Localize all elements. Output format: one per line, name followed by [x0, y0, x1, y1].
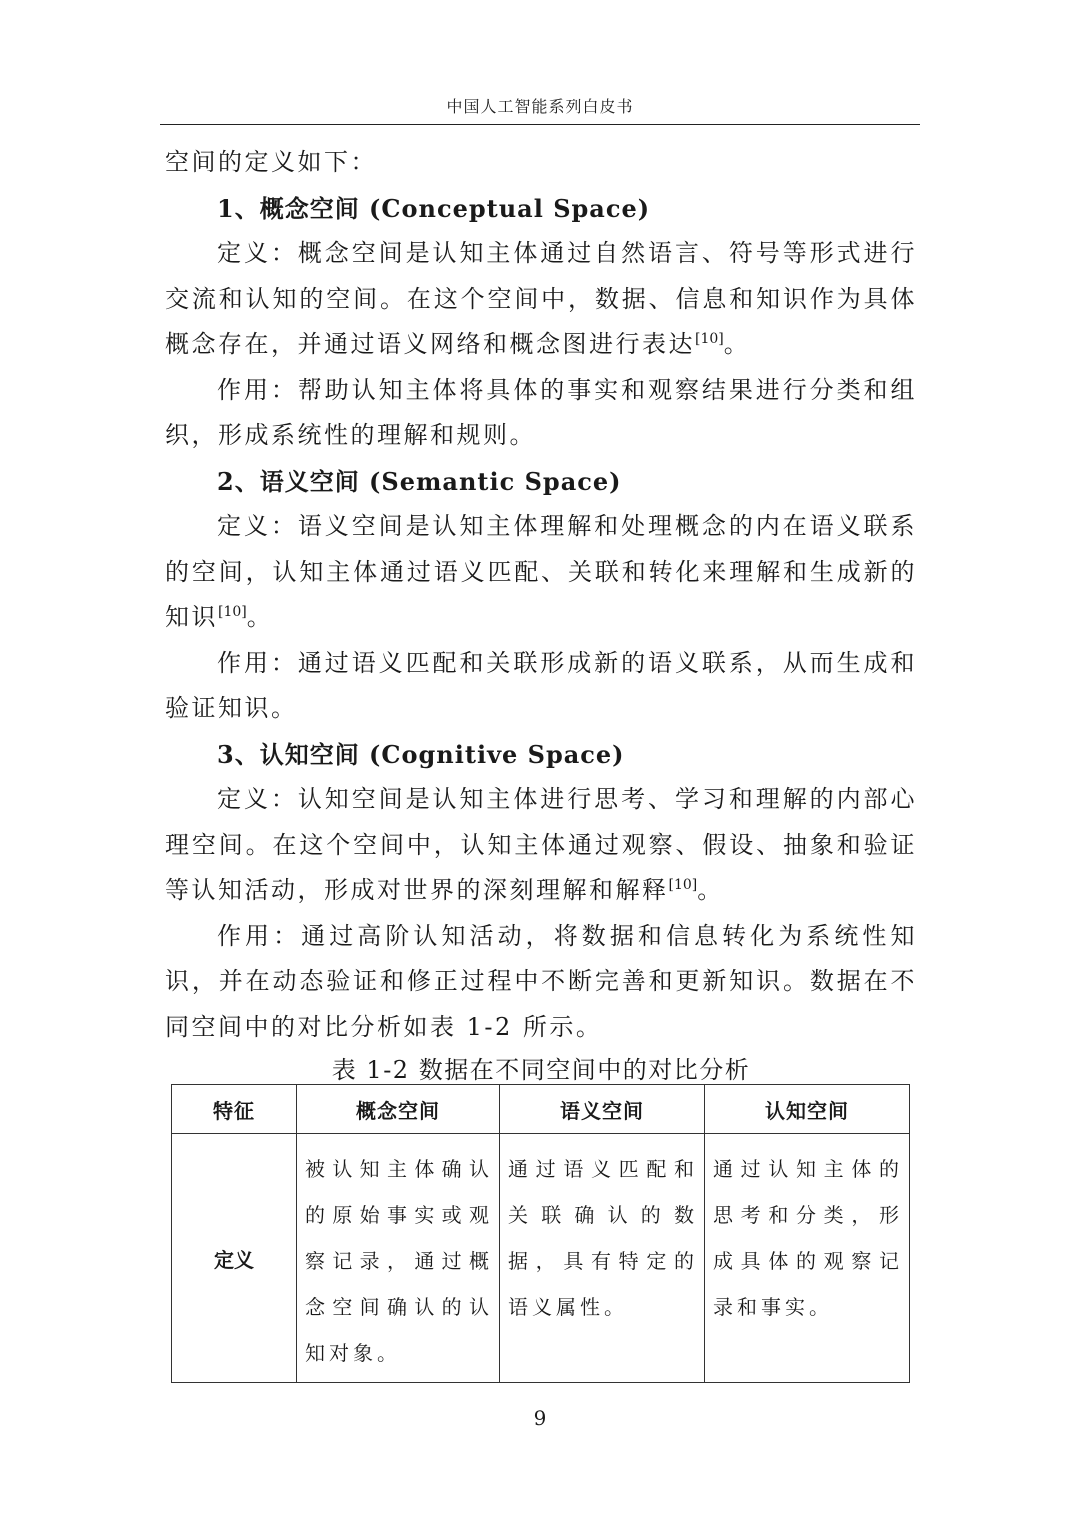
- header-rule: [160, 124, 920, 125]
- citation-ref: [10]: [695, 331, 724, 347]
- sentence-end: 。: [246, 603, 274, 631]
- table-caption: 表 1-2 数据在不同空间中的对比分析: [331, 1056, 751, 1084]
- conceptual-definition: [165, 231, 917, 368]
- citation-ref: [10]: [218, 604, 247, 620]
- row-label: 定义: [172, 1134, 297, 1383]
- cognitive-definition-text: 定义：认知空间是认知主体进行思考、学习和理解的内部心理空间。在这个空间中，认知主体通过观察、假设、抽象和验证等认知活动，形成对世界的深刻理解和解释: [165, 785, 917, 904]
- semantic-definition-text: 定义：语义空间是认知主体理解和处理概念的内在语义联系的空间，认知主体通过语义匹配、关联和转化来理解和生成新的知识: [165, 512, 917, 631]
- intro-paragraph: 空间的定义如下：: [165, 148, 377, 176]
- body-text: [165, 140, 917, 1050]
- cognitive-role: 作用：通过高阶认知活动，将数据和信息转化为系统性知识，并在动态验证和修正过程中不断完善和更新知识。数据在不同空间中的对比分析如表 1-2 所示。: [165, 921, 917, 1041]
- page-number: 9: [533, 1406, 547, 1430]
- table-row: [172, 1134, 910, 1383]
- section-heading-conceptual: 1、概念空间 (Conceptual Space): [217, 193, 651, 223]
- semantic-definition: [165, 504, 917, 641]
- section-heading-semantic: 2、语义空间 (Semantic Space): [217, 466, 622, 496]
- sentence-end: 。: [723, 330, 751, 358]
- table-header-row: [172, 1085, 910, 1134]
- conceptual-role: 作用：帮助认知主体将具体的事实和观察结果进行分类和组织，形成系统性的理解和规则。: [165, 375, 917, 449]
- table-cell: 通过语义匹配和关联确认的数据，具有特定的语义属性。: [500, 1134, 705, 1383]
- cognitive-definition: [165, 777, 917, 914]
- section-heading-cognitive: 3、认知空间 (Cognitive Space): [217, 739, 625, 769]
- table-header-cell: 特征: [172, 1085, 297, 1134]
- table-cell: 被认知主体确认的原始事实或观察记录，通过概念空间确认的认知对象。: [297, 1134, 500, 1383]
- sentence-end: 。: [697, 876, 724, 904]
- comparison-table: [171, 1084, 910, 1383]
- running-header: 中国人工智能系列白皮书: [446, 97, 634, 116]
- table-header-cell: 概念空间: [297, 1085, 500, 1134]
- conceptual-definition-text: 定义：概念空间是认知主体通过自然语言、符号等形式进行交流和认知的空间。在这个空间中，数据、信息和知识作为具体概念存在，并通过语义网络和概念图进行表达: [165, 239, 917, 358]
- table-header-cell: 语义空间: [500, 1085, 705, 1134]
- citation-ref: [10]: [668, 877, 698, 893]
- semantic-role: 作用：通过语义匹配和关联形成新的语义联系，从而生成和验证知识。: [165, 648, 917, 722]
- table-cell: 通过认知主体的思考和分类，形成具体的观察记录和事实。: [705, 1134, 910, 1383]
- table-header-cell: 认知空间: [705, 1085, 910, 1134]
